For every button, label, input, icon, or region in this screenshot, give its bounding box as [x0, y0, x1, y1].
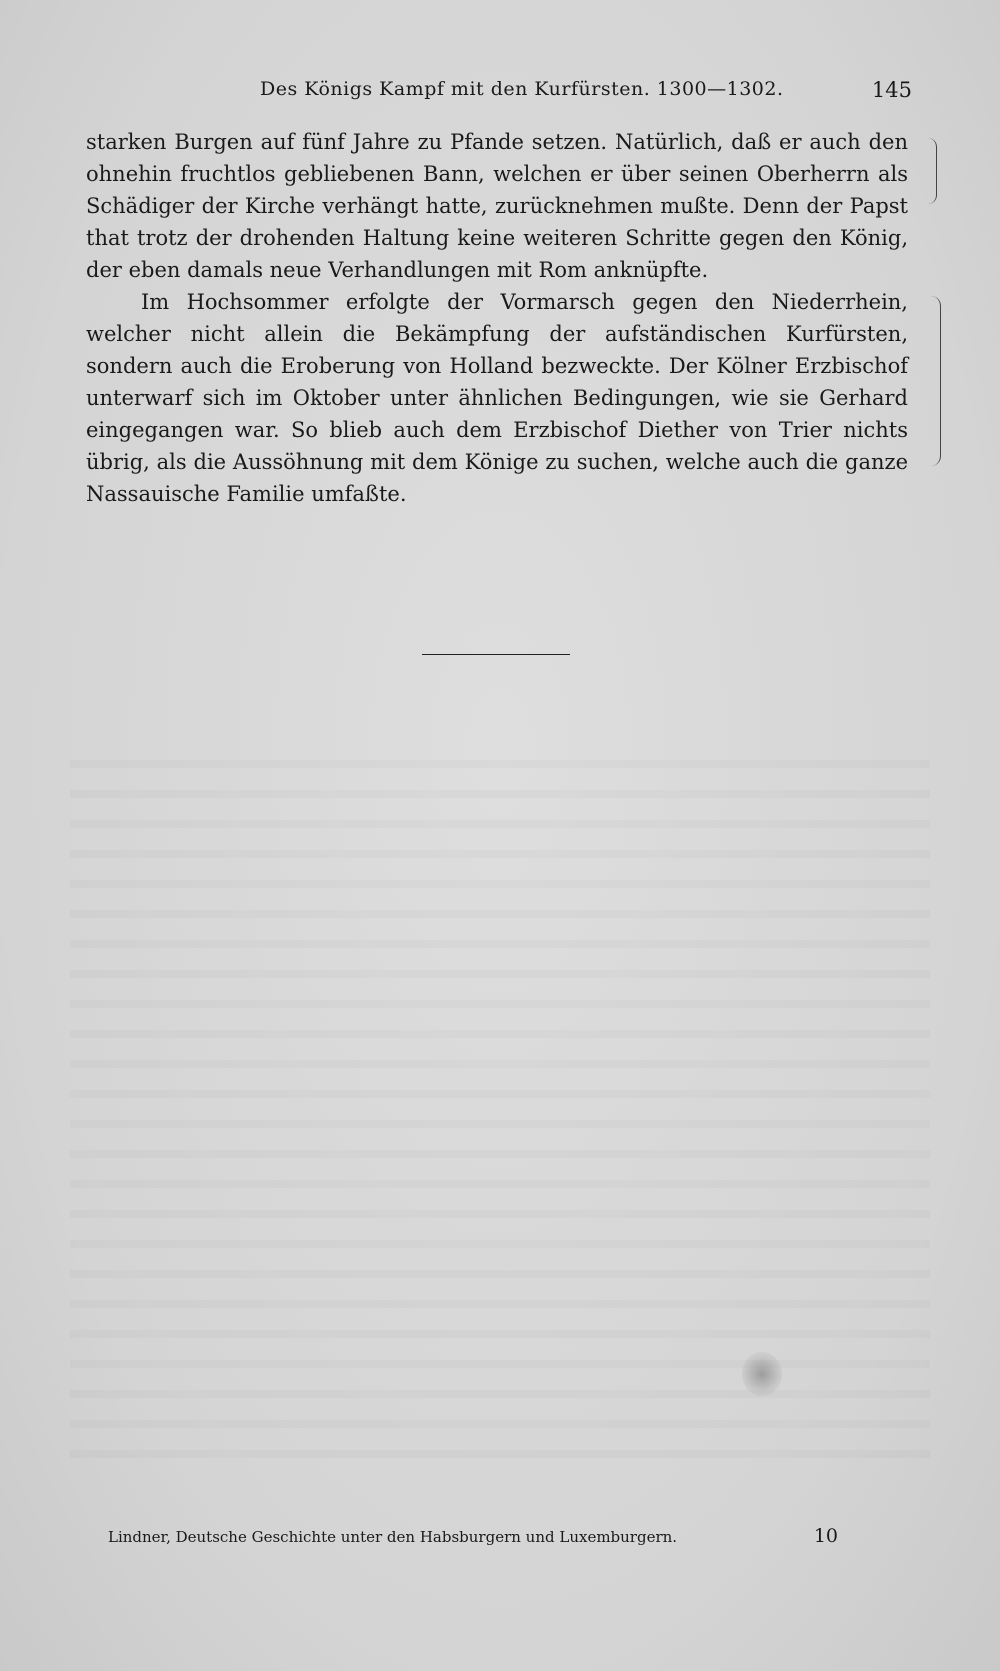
printer-signature: Lindner, Deutsche Geschichte unter den Habsburgern und Luxemburgern.: [108, 1528, 678, 1546]
ink-smudge: [742, 1352, 782, 1396]
body-text: [86, 126, 908, 510]
paragraph: Im Hochsommer erfolgte der Vormarsch gegen den Niederrhein, welcher nicht allein die Bekämpfung der aufständischen Kurfürsten, sondern auch die Eroberung von Holland bezweckte. Der Kölner Erzbischof unterwarf sich im Oktober unter ähnlichen Bedingungen, wie sie Gerhard eingegangen war. So blieb auch dem Erzbischof Diether von Trier nichts übrig, als die Aussöhnung mit dem Könige zu suchen, welche auch die ganze Nassauische Familie umfaßte.: [86, 290, 908, 506]
margin-pencil-mark: [928, 138, 937, 204]
section-end-rule: [422, 654, 570, 655]
paragraph: starken Burgen auf fünf Jahre zu Pfande setzen. Natürlich, daß er auch den ohnehin fruchtlos gebliebenen Bann, welchen er über seinen Oberherrn als Schädiger der Kirche verhängt hatte, zurücknehmen mußte. Denn der Papst that trotz der drohenden Haltung keine weiteren Schritte gegen den König, der eben damals neue Verhandlungen mit Rom anknüpfte.: [86, 130, 908, 282]
show-through-text: [70, 760, 930, 1460]
margin-pencil-mark: [930, 296, 941, 466]
page-number: 145: [871, 78, 912, 102]
running-head: [260, 78, 912, 108]
running-head-title: Des Königs Kampf mit den Kurfürsten. 1300—1302.: [260, 78, 784, 100]
sheet-number: 10: [813, 1525, 838, 1547]
